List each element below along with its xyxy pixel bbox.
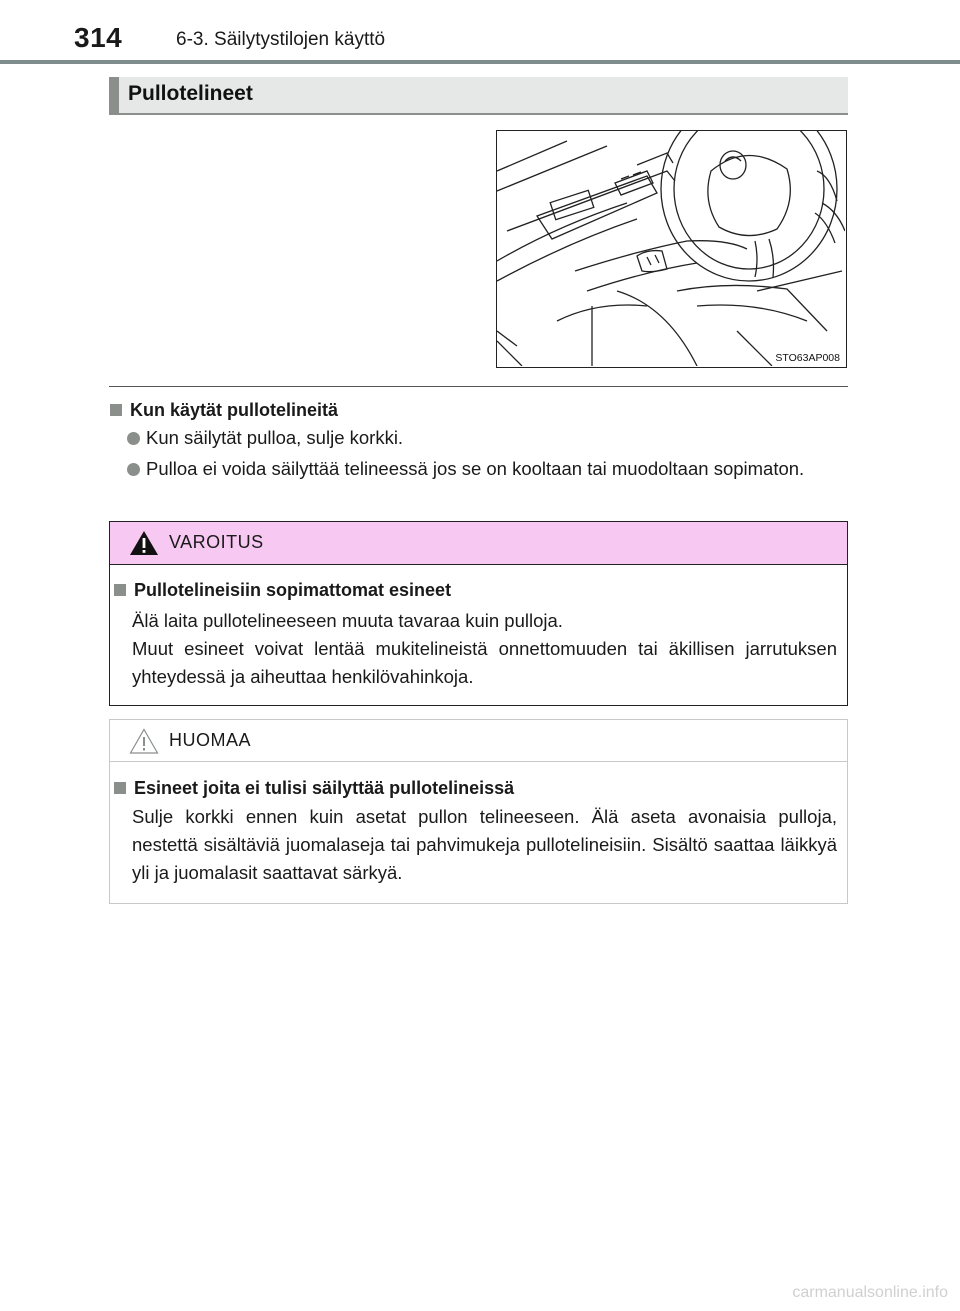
warning-heading <box>114 580 451 601</box>
warning-box <box>109 521 848 706</box>
caution-outline-triangle-icon <box>129 728 159 754</box>
square-bullet-icon <box>114 584 126 596</box>
usage-bullet-2 <box>127 455 848 483</box>
warning-triangle-icon <box>129 530 159 556</box>
notice-label: HUOMAA <box>169 730 252 750</box>
square-bullet-icon <box>114 782 126 794</box>
running-head: 6-3. Säilytystilojen käyttö <box>176 29 386 50</box>
notice-text: Sulje korkki ennen kuin asetat pullon telineeseen. Älä aseta avonaisia pulloja, nestettä sisältäviä juomalaseja tai pahvimukeja pullotelineisiin. Sisältö saattaa läikkyä yli ja juomalasit saattavat särkyä. <box>132 806 837 883</box>
warning-heading-text: Pullotelineisiin sopimattomat esineet <box>134 580 452 600</box>
notice-heading-text: Esineet joita ei tulisi säilyttää pullotelineissä <box>134 778 515 798</box>
section-bar <box>109 77 848 115</box>
square-bullet-icon <box>110 404 122 416</box>
notice-heading <box>114 778 514 799</box>
illustration-drawing <box>497 131 845 366</box>
warning-label: VAROITUS <box>169 532 264 552</box>
round-bullet-icon <box>127 463 140 476</box>
usage-bullet-text: Pulloa ei voida säilyttää telineessä jos se on kooltaan tai muodoltaan sopimaton. <box>146 458 805 479</box>
usage-bullet-1 <box>127 424 848 452</box>
page-number: 314 <box>74 22 123 53</box>
usage-heading <box>110 400 338 421</box>
warning-text-1: Älä laita pullotelineeseen muuta tavaraa kuin pulloja. <box>132 610 563 631</box>
footer-watermark: carmanualsonline.info <box>792 1284 948 1301</box>
car-interior-illustration <box>496 130 847 368</box>
usage-bullet-text: Kun säilytät pulloa, sulje korkki. <box>146 427 404 448</box>
header-rule <box>0 60 960 64</box>
figure-code: STO63AP008 <box>775 352 840 364</box>
notice-header <box>110 720 847 762</box>
warning-text-2: Muut esineet voivat lentää mukitelineistä onnettomuuden tai äkillisen jarrutuksen yhteydessä ja aiheuttaa henkilövahinkoja. <box>132 638 837 687</box>
round-bullet-icon <box>127 432 140 445</box>
notice-box <box>109 719 848 904</box>
usage-heading-text: Kun käytät pullotelineitä <box>130 400 339 420</box>
body-rule <box>109 386 848 387</box>
warning-header <box>110 522 847 565</box>
section-title: Pullotelineet <box>128 82 253 105</box>
